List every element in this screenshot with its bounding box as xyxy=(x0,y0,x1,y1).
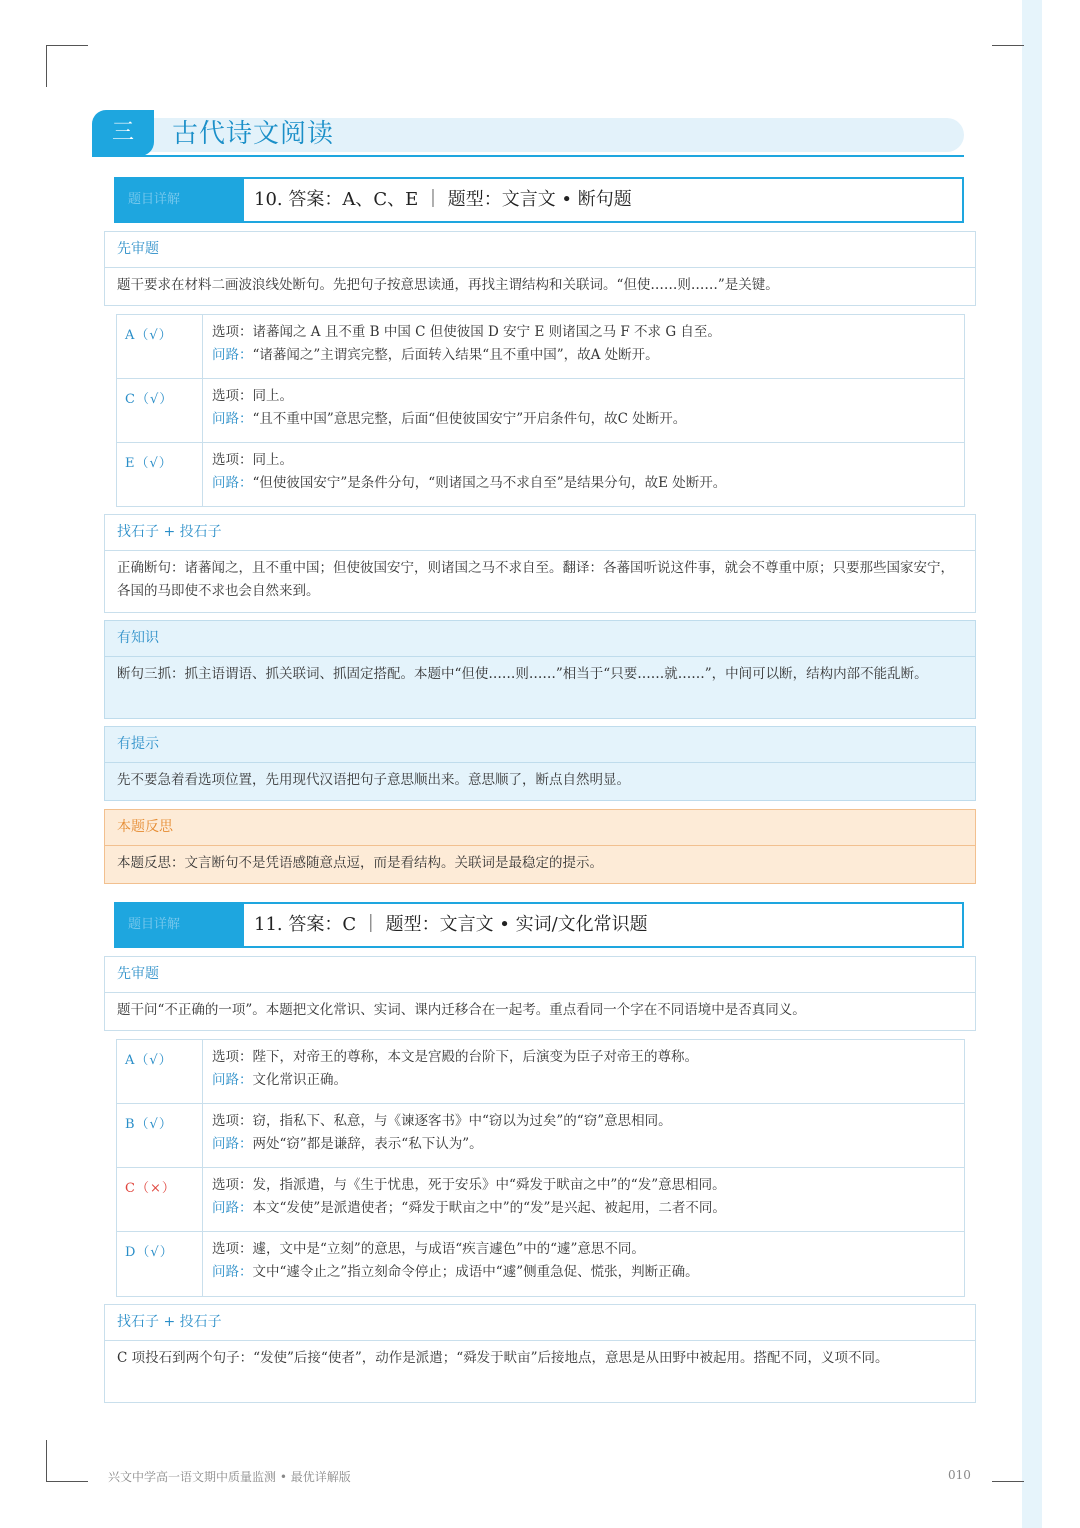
wenlu-label: 问路： xyxy=(212,411,253,427)
option-body xyxy=(203,315,964,378)
option-wenlu xyxy=(212,1197,964,1220)
wenlu-text: “且不重中国”意思完整，后面“但使彼国安宁”开启条件句，故C 处断开。 xyxy=(252,411,687,427)
crop-mark xyxy=(46,1481,88,1482)
option-wenlu xyxy=(212,472,964,495)
q10-tip-text: 先不要急着看选项位置，先用现代汉语把句子意思顺出来。意思顺了，断点自然明显。 xyxy=(117,772,630,788)
q10-reflect-text: 本题反思：文言断句不是凭语感随意点逗，而是看结构。关联词是最稳定的提示。 xyxy=(117,855,603,871)
option-label: D（√） xyxy=(117,1232,203,1296)
q10-shen-title: 先审题 xyxy=(105,232,975,268)
option-body xyxy=(203,1232,964,1296)
side-strip xyxy=(1022,0,1042,1528)
q11-options-table xyxy=(116,1039,965,1297)
section-number: 三 xyxy=(92,110,154,156)
option-label: A（√） xyxy=(117,315,203,378)
crop-mark xyxy=(46,45,88,46)
option-label: C（×） xyxy=(117,1168,203,1231)
option-body xyxy=(203,379,964,442)
q10-stone-title: 找石子 + 投石子 xyxy=(105,515,975,551)
option-xuanxiang: 选项：发，指派遣，与《生于忧患，死于安乐》中“舜发于畎亩之中”的“发”意思相同。 xyxy=(212,1177,726,1193)
option-label: E（√） xyxy=(117,443,203,507)
q11-shen-text: 题干问“不正确的一项”。本题把文化常识、实词、课内迁移合在一起考。重点看同一个字在不同语境中是否真同义。 xyxy=(117,1002,806,1018)
option-body xyxy=(203,1040,964,1103)
q11-option-row xyxy=(117,1168,964,1232)
q10-option-row xyxy=(117,443,964,507)
section-underline xyxy=(92,155,964,157)
option-wenlu xyxy=(212,1261,964,1284)
q10-tag: 题目详解 xyxy=(116,179,244,221)
wenlu-label: 问路： xyxy=(212,1200,253,1216)
q10-reflect-title: 本题反思 xyxy=(105,810,975,846)
page-number: 010 xyxy=(948,1468,971,1482)
q10-reflect-card xyxy=(104,809,976,884)
option-xuanxiang: 选项：同上。 xyxy=(212,452,293,468)
option-xuanxiang: 选项：诸蕃闻之 A 且不重 B 中国 C 但使彼国 D 安宁 E 则诸国之马 F 不求 G 自至。 xyxy=(212,324,721,340)
wenlu-label: 问路： xyxy=(212,475,253,491)
footer-text: 兴文中学高一语文期中质量监测 • 最优详解版 xyxy=(108,1470,351,1484)
wenlu-text: 文中“遽令止之”指立刻命令停止；成语中“遽”侧重急促、慌张，判断正确。 xyxy=(252,1264,699,1280)
q10-stone-text: 正确断句：诸蕃闻之，且不重中国；但使彼国安宁，则诸国之马不求自至。翻译：各蕃国听说这件事，就会不尊重中原；只要那些国家安宁，各国的马即使不求也会自然来到。 xyxy=(117,560,954,599)
option-body xyxy=(203,443,964,507)
wenlu-text: 文化常识正确。 xyxy=(252,1072,347,1088)
q11-stone-card xyxy=(104,1304,976,1403)
wenlu-text: “但使彼国安宁”是条件分句，“则诸国之马不求自至”是结果分句，故E 处断开。 xyxy=(252,475,727,491)
q10-shen-text: 题干要求在材料二画波浪线处断句。先把句子按意思读通，再找主谓结构和关联词。“但使……则……”是关键。 xyxy=(117,277,779,293)
q10-knowledge-title: 有知识 xyxy=(105,621,975,657)
q10-tip-title: 有提示 xyxy=(105,727,975,763)
q11-stone-text: C 项投石到两个句子：“发使”后接“使者”，动作是派遣；“舜发于畎亩”后接地点，意思是从田野中被起用。搭配不同，义项不同。 xyxy=(117,1350,889,1366)
wenlu-text: 两处“窃”都是谦辞，表示“私下认为”。 xyxy=(252,1136,483,1152)
wenlu-text: “诸蕃闻之”主谓宾完整，后面转入结果“且不重中国”，故A 处断开。 xyxy=(252,347,659,363)
option-xuanxiang: 选项：遽，文中是“立刻”的意思，与成语“疾言遽色”中的“遽”意思不同。 xyxy=(212,1241,645,1257)
q10-option-row xyxy=(117,315,964,379)
option-label: C（√） xyxy=(117,379,203,442)
option-wenlu xyxy=(212,344,964,367)
option-wenlu xyxy=(212,1069,964,1092)
q11-shen-title: 先审题 xyxy=(105,957,975,993)
q11-tag: 题目详解 xyxy=(116,904,244,946)
wenlu-text: 本文“发使”是派遣使者；“舜发于畎亩之中”的“发”是兴起、被起用，二者不同。 xyxy=(252,1200,726,1216)
option-body xyxy=(203,1104,964,1167)
q10-header xyxy=(114,177,964,223)
option-label: B（√） xyxy=(117,1104,203,1167)
q11-option-row xyxy=(117,1104,964,1168)
q11-answer-type: 11. 答案：C ｜ 题型：文言文 • 实词/文化常识题 xyxy=(254,914,648,935)
q11-stone-title: 找石子 + 投石子 xyxy=(105,1305,975,1341)
wenlu-label: 问路： xyxy=(212,1264,253,1280)
crop-mark xyxy=(992,1481,1024,1482)
q10-knowledge-card xyxy=(104,620,976,719)
wenlu-label: 问路： xyxy=(212,1136,253,1152)
option-wenlu xyxy=(212,1133,964,1156)
crop-mark xyxy=(46,45,47,87)
option-wenlu xyxy=(212,408,964,431)
q10-stone-card xyxy=(104,514,976,613)
option-label: A（√） xyxy=(117,1040,203,1103)
q10-tip-card xyxy=(104,726,976,801)
q11-shen-card xyxy=(104,956,976,1031)
q11-header xyxy=(114,902,964,948)
option-xuanxiang: 选项：窃，指私下、私意，与《谏逐客书》中“窃以为过矣”的“窃”意思相同。 xyxy=(212,1113,672,1129)
q11-option-row xyxy=(117,1040,964,1104)
q10-knowledge-text: 断句三抓：抓主语谓语、抓关联词、抓固定搭配。本题中“但使……则……”相当于“只要……就……”，中间可以断，结构内部不能乱断。 xyxy=(117,666,928,682)
wenlu-label: 问路： xyxy=(212,347,253,363)
crop-mark xyxy=(46,1440,47,1482)
q10-option-row xyxy=(117,379,964,443)
option-xuanxiang: 选项：同上。 xyxy=(212,388,293,404)
q10-shen-card xyxy=(104,231,976,306)
wenlu-label: 问路： xyxy=(212,1072,253,1088)
q10-options-table xyxy=(116,314,965,507)
crop-mark xyxy=(992,45,1024,46)
option-xuanxiang: 选项：陛下，对帝王的尊称，本文是宫殿的台阶下，后演变为臣子对帝王的尊称。 xyxy=(212,1049,698,1065)
section-header xyxy=(92,110,964,158)
option-body xyxy=(203,1168,964,1231)
q10-answer-type: 10. 答案：A、C、E ｜ 题型：文言文 • 断句题 xyxy=(254,189,632,210)
q11-option-row xyxy=(117,1232,964,1296)
section-title: 古代诗文阅读 xyxy=(172,119,335,149)
